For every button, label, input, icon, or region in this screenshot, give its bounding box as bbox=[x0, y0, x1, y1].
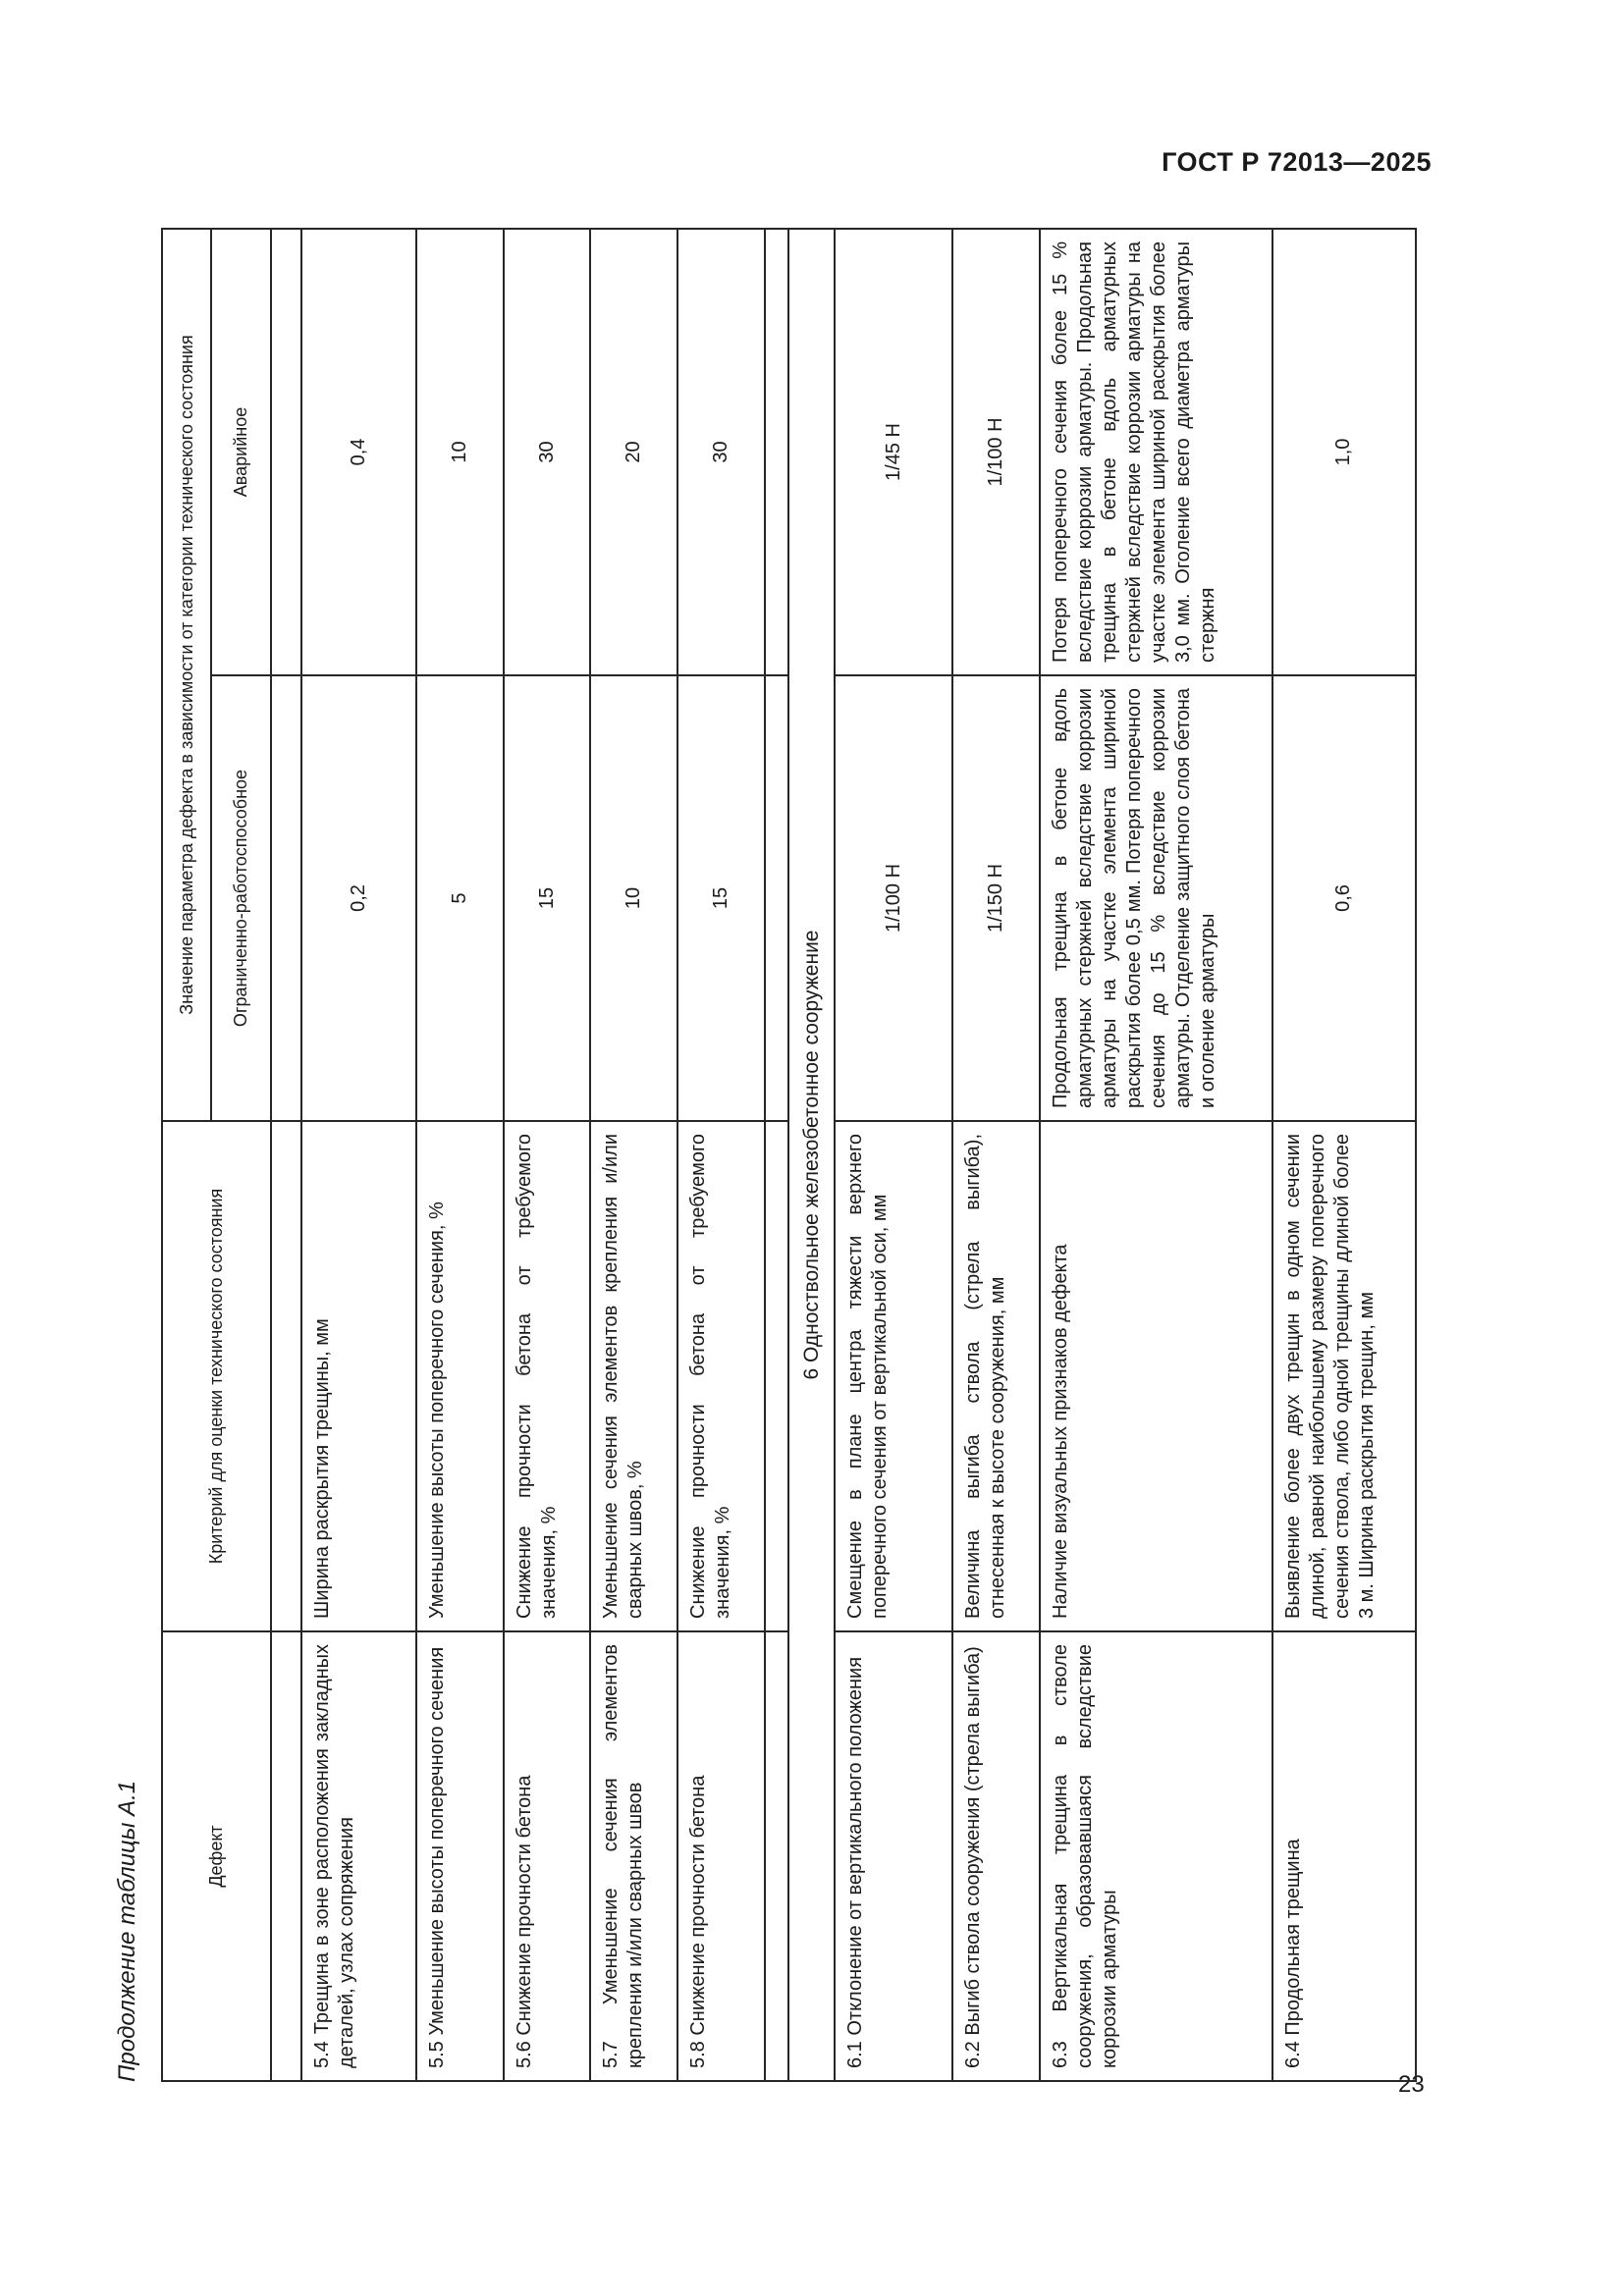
table-row bbox=[504, 229, 591, 2081]
criterion-cell: Ширина раскрытия трещины, мм bbox=[301, 1121, 416, 1631]
table-row bbox=[677, 229, 765, 2081]
spacer-cell bbox=[271, 675, 301, 1121]
emergency-value: 10 bbox=[416, 229, 504, 675]
defect-cell: 6.2 Выгиб ствола сооружения (стрела выгиба) bbox=[952, 1631, 1040, 2081]
defect-cell: 6.1 Отклонение от вертикального положения bbox=[835, 1631, 952, 2081]
limited-value: 0,2 bbox=[301, 675, 416, 1121]
limited-value: 15 bbox=[677, 675, 765, 1121]
defect-cell: 6.3 Вертикальная трещина в стволе сооружения, образовавшаяся вследствие коррозии арматуры bbox=[1040, 1631, 1272, 2081]
table-row bbox=[590, 229, 677, 2081]
limited-value: Продольная трещина в бетоне вдоль арматурных стержней вследствие коррозии арматуры на участке элемента шириной раскрытия более 0,5 мм. Потеря поперечного сечения до 15 % вследствие коррозии арматуры. Отделение защитного слоя бетона и оголение арматуры bbox=[1040, 675, 1272, 1121]
table-caption: Продолжение таблицы А.1 bbox=[114, 1780, 140, 2082]
spacer-cell bbox=[765, 675, 788, 1121]
emergency-value: 1,0 bbox=[1272, 229, 1416, 675]
emergency-value: 30 bbox=[677, 229, 765, 675]
limited-value: 15 bbox=[504, 675, 591, 1121]
spacer-cell bbox=[765, 1121, 788, 1631]
spacer-cell bbox=[271, 229, 301, 675]
criterion-cell: Величина выгиба ствола (стрела выгиба), отнесенная к высоте сооружения, мм bbox=[952, 1121, 1040, 1631]
rotated-table-container bbox=[106, 230, 1417, 2082]
defects-table bbox=[161, 228, 1417, 2082]
header-value-group: Значение параметра дефекта в зависимости от категории технического состояния bbox=[162, 229, 211, 1121]
spacer-cell bbox=[271, 1121, 301, 1631]
defect-cell: 5.7 Уменьшение сечения элементов крепления и/или сварных швов bbox=[590, 1631, 677, 2081]
emergency-value: 1/45 H bbox=[835, 229, 952, 675]
limited-value: 10 bbox=[590, 675, 677, 1121]
document-code: ГОСТ Р 72013—2025 bbox=[1162, 147, 1432, 177]
spacer-cell bbox=[765, 229, 788, 675]
header-criterion: Критерий для оценки технического состояния bbox=[162, 1121, 271, 1631]
table-row bbox=[835, 229, 952, 2081]
defect-cell: 5.8 Снижение прочности бетона bbox=[677, 1631, 765, 2081]
limited-value: 1/100 H bbox=[835, 675, 952, 1121]
criterion-cell: Наличие визуальных признаков дефекта bbox=[1040, 1121, 1272, 1631]
header-emergency: Аварийное bbox=[211, 229, 271, 675]
table-row bbox=[1040, 229, 1272, 2081]
table-row bbox=[301, 229, 416, 2081]
table-row bbox=[1272, 229, 1416, 2081]
limited-value: 1/150 H bbox=[952, 675, 1040, 1121]
emergency-value: 1/100 H bbox=[952, 229, 1040, 675]
emergency-value: 0,4 bbox=[301, 229, 416, 675]
spacer-cell bbox=[765, 1631, 788, 2081]
emergency-value: 20 bbox=[590, 229, 677, 675]
table-row bbox=[952, 229, 1040, 2081]
defect-cell: 6.4 Продольная трещина bbox=[1272, 1631, 1416, 2081]
criterion-cell: Уменьшение сечения элементов крепления и/или сварных швов, % bbox=[590, 1121, 677, 1631]
emergency-value: 30 bbox=[504, 229, 591, 675]
limited-value: 0,6 bbox=[1272, 675, 1416, 1121]
criterion-cell: Выявление более двух трещин в одном сечении длиной, равной наибольшему размеру поперечного сечения ствола, либо одной трещины длиной более 3 м. Ширина раскрытия трещин, мм bbox=[1272, 1121, 1416, 1631]
criterion-cell: Смещение в плане центра тяжести верхнего поперечного сечения от вертикальной оси, мм bbox=[835, 1121, 952, 1631]
defect-cell: 5.5 Уменьшение высоты поперечного сечения bbox=[416, 1631, 504, 2081]
emergency-value: Потеря поперечного сечения более 15 % вследствие коррозии арматуры. Продольная трещина в бетоне вдоль арматурных стержней вследствие коррозии арматуры на участке элемента шириной раскрытия более 3,0 мм. Оголение всего диаметра арматуры стержня bbox=[1040, 229, 1272, 675]
criterion-cell: Уменьшение высоты поперечного сечения, % bbox=[416, 1121, 504, 1631]
header-limited: Ограниченно-работоспособное bbox=[211, 675, 271, 1121]
page-number: 23 bbox=[1398, 2071, 1425, 2098]
criterion-cell: Снижение прочности бетона от требуемого значения, % bbox=[504, 1121, 591, 1631]
criterion-cell: Снижение прочности бетона от требуемого значения, % bbox=[677, 1121, 765, 1631]
section-row bbox=[788, 229, 836, 2081]
section-6-title: 6 Одноствольное железобетонное сооружение bbox=[788, 229, 836, 2081]
limited-value: 5 bbox=[416, 675, 504, 1121]
spacer-cell bbox=[271, 1631, 301, 2081]
defect-cell: 5.4 Трещина в зоне расположения закладных деталей, узлах сопряжения bbox=[301, 1631, 416, 2081]
header-defect: Дефект bbox=[162, 1631, 271, 2081]
defect-cell: 5.6 Снижение прочности бетона bbox=[504, 1631, 591, 2081]
table-row bbox=[416, 229, 504, 2081]
